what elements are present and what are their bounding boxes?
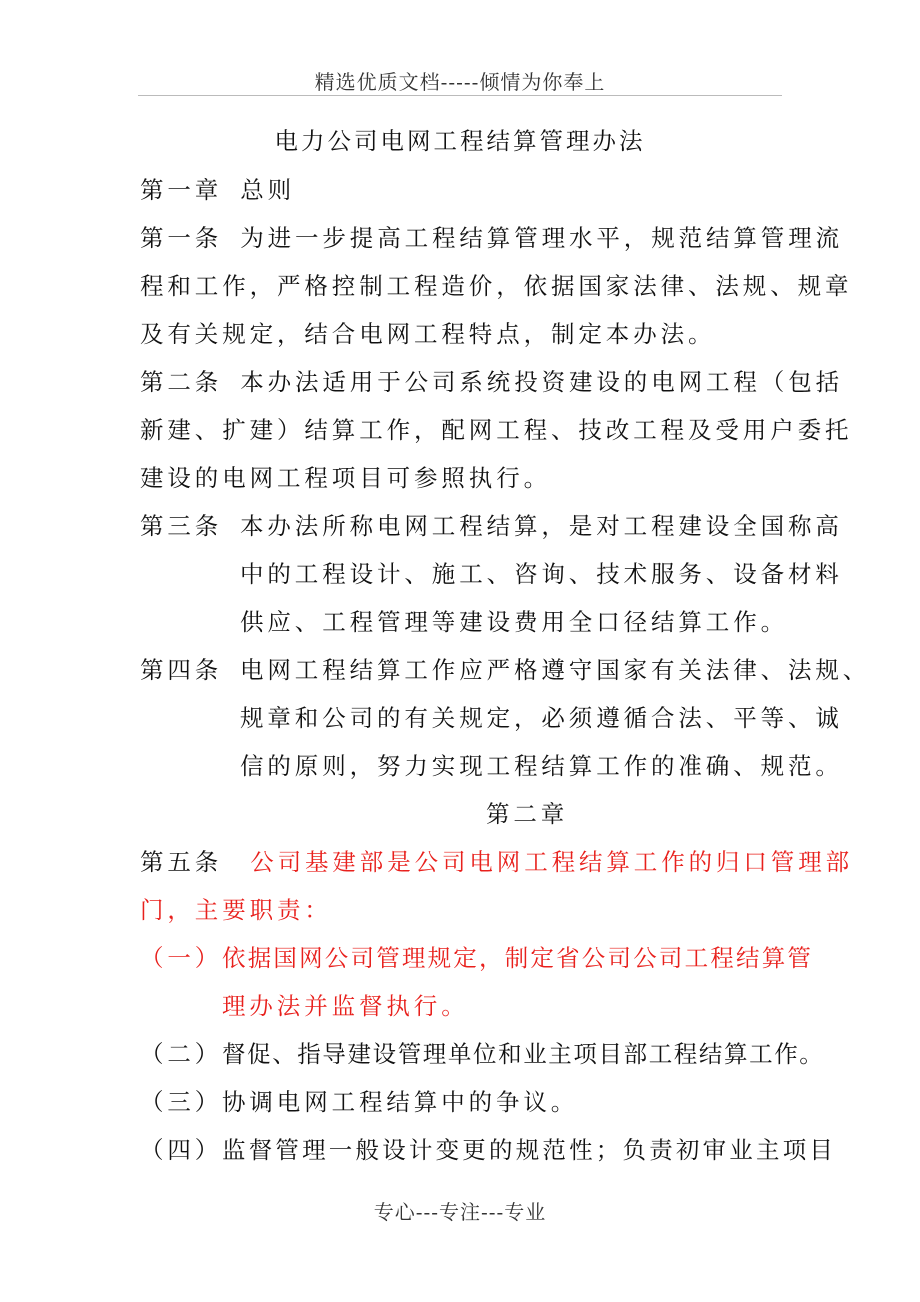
article-5-line-1 — [140, 843, 853, 877]
chapter-1-label: 第一章 — [140, 176, 223, 204]
article-3-line-2: 中的工程设计、施工、咨询、技术服务、设备材料 — [240, 560, 843, 588]
article-4-label: 第四条 — [140, 656, 223, 684]
item-2-text: 督促、指导建设管理单位和业主项目部工程结算工作。 — [222, 1040, 825, 1068]
page-header: 精选优质文档-----倾情为你奉上 — [314, 70, 606, 94]
item-3-text: 协调电网工程结算中的争议。 — [222, 1088, 579, 1116]
article-4-line-2: 规章和公司的有关规定，必须遵循合法、平等、诚 — [240, 704, 843, 732]
article-2-text: 本办法适用于公司系统投资建设的电网工程（包括 — [240, 368, 844, 396]
article-1-text: 为进一步提高工程结算管理水平，规范结算管理流 — [240, 224, 844, 252]
article-3-line-1: 本办法所称电网工程结算，是对工程建设全国称高 — [240, 512, 843, 540]
page-footer: 专心---专注---专业 — [373, 1200, 547, 1224]
item-1-line-1: 依据国网公司管理规定，制定省公司公司工程结算管 — [222, 944, 814, 972]
article-3-line-3: 供应、工程管理等建设费用全口径结算工作。 — [240, 608, 788, 636]
article-5-label: 第五条 — [140, 848, 223, 876]
chapter-1-heading — [140, 171, 295, 205]
article-1-line-1 — [140, 219, 843, 253]
article-4-line-3: 信的原则，努力实现工程结算工作的准确、规范。 — [240, 752, 843, 780]
article-2-line-1 — [140, 363, 843, 397]
article-1-line-3: 及有关规定，结合电网工程特点，制定本办法。 — [140, 320, 716, 348]
item-1-label: （一） — [140, 944, 223, 972]
article-2-line-3: 建设的电网工程项目可参照执行。 — [140, 464, 551, 492]
chapter-1-name: 总则 — [240, 176, 296, 204]
item-4-text: 监督管理一般设计变更的规范性；负责初审业主项目 — [222, 1136, 837, 1164]
article-3-label: 第三条 — [140, 512, 223, 540]
article-4-line-1: 电网工程结算工作应严格遵守国家有关法律、法规、 — [240, 656, 871, 684]
item-4-label: （四） — [140, 1136, 223, 1164]
article-5-line-2: 门，主要职责： — [140, 896, 332, 924]
article-1-label: 第一条 — [140, 224, 223, 252]
article-1-line-2: 程和工作，严格控制工程造价，依据国家法律、法规、规章 — [140, 272, 853, 300]
document-title: 电力公司电网工程结算管理办法 — [274, 127, 646, 155]
article-2-label: 第二条 — [140, 368, 223, 396]
header-divider — [138, 95, 782, 96]
article-5-text: 公司基建部是公司电网工程结算工作的归口管理部 — [250, 848, 854, 876]
item-3-label: （三） — [140, 1088, 223, 1116]
item-1-line-2: 理办法并监督执行。 — [222, 992, 469, 1020]
item-2-label: （二） — [140, 1040, 223, 1068]
article-2-line-2: 新建、扩建）结算工作，配网工程、技改工程及受用户委托 — [140, 416, 853, 444]
chapter-2-heading: 第二章 — [486, 800, 569, 828]
